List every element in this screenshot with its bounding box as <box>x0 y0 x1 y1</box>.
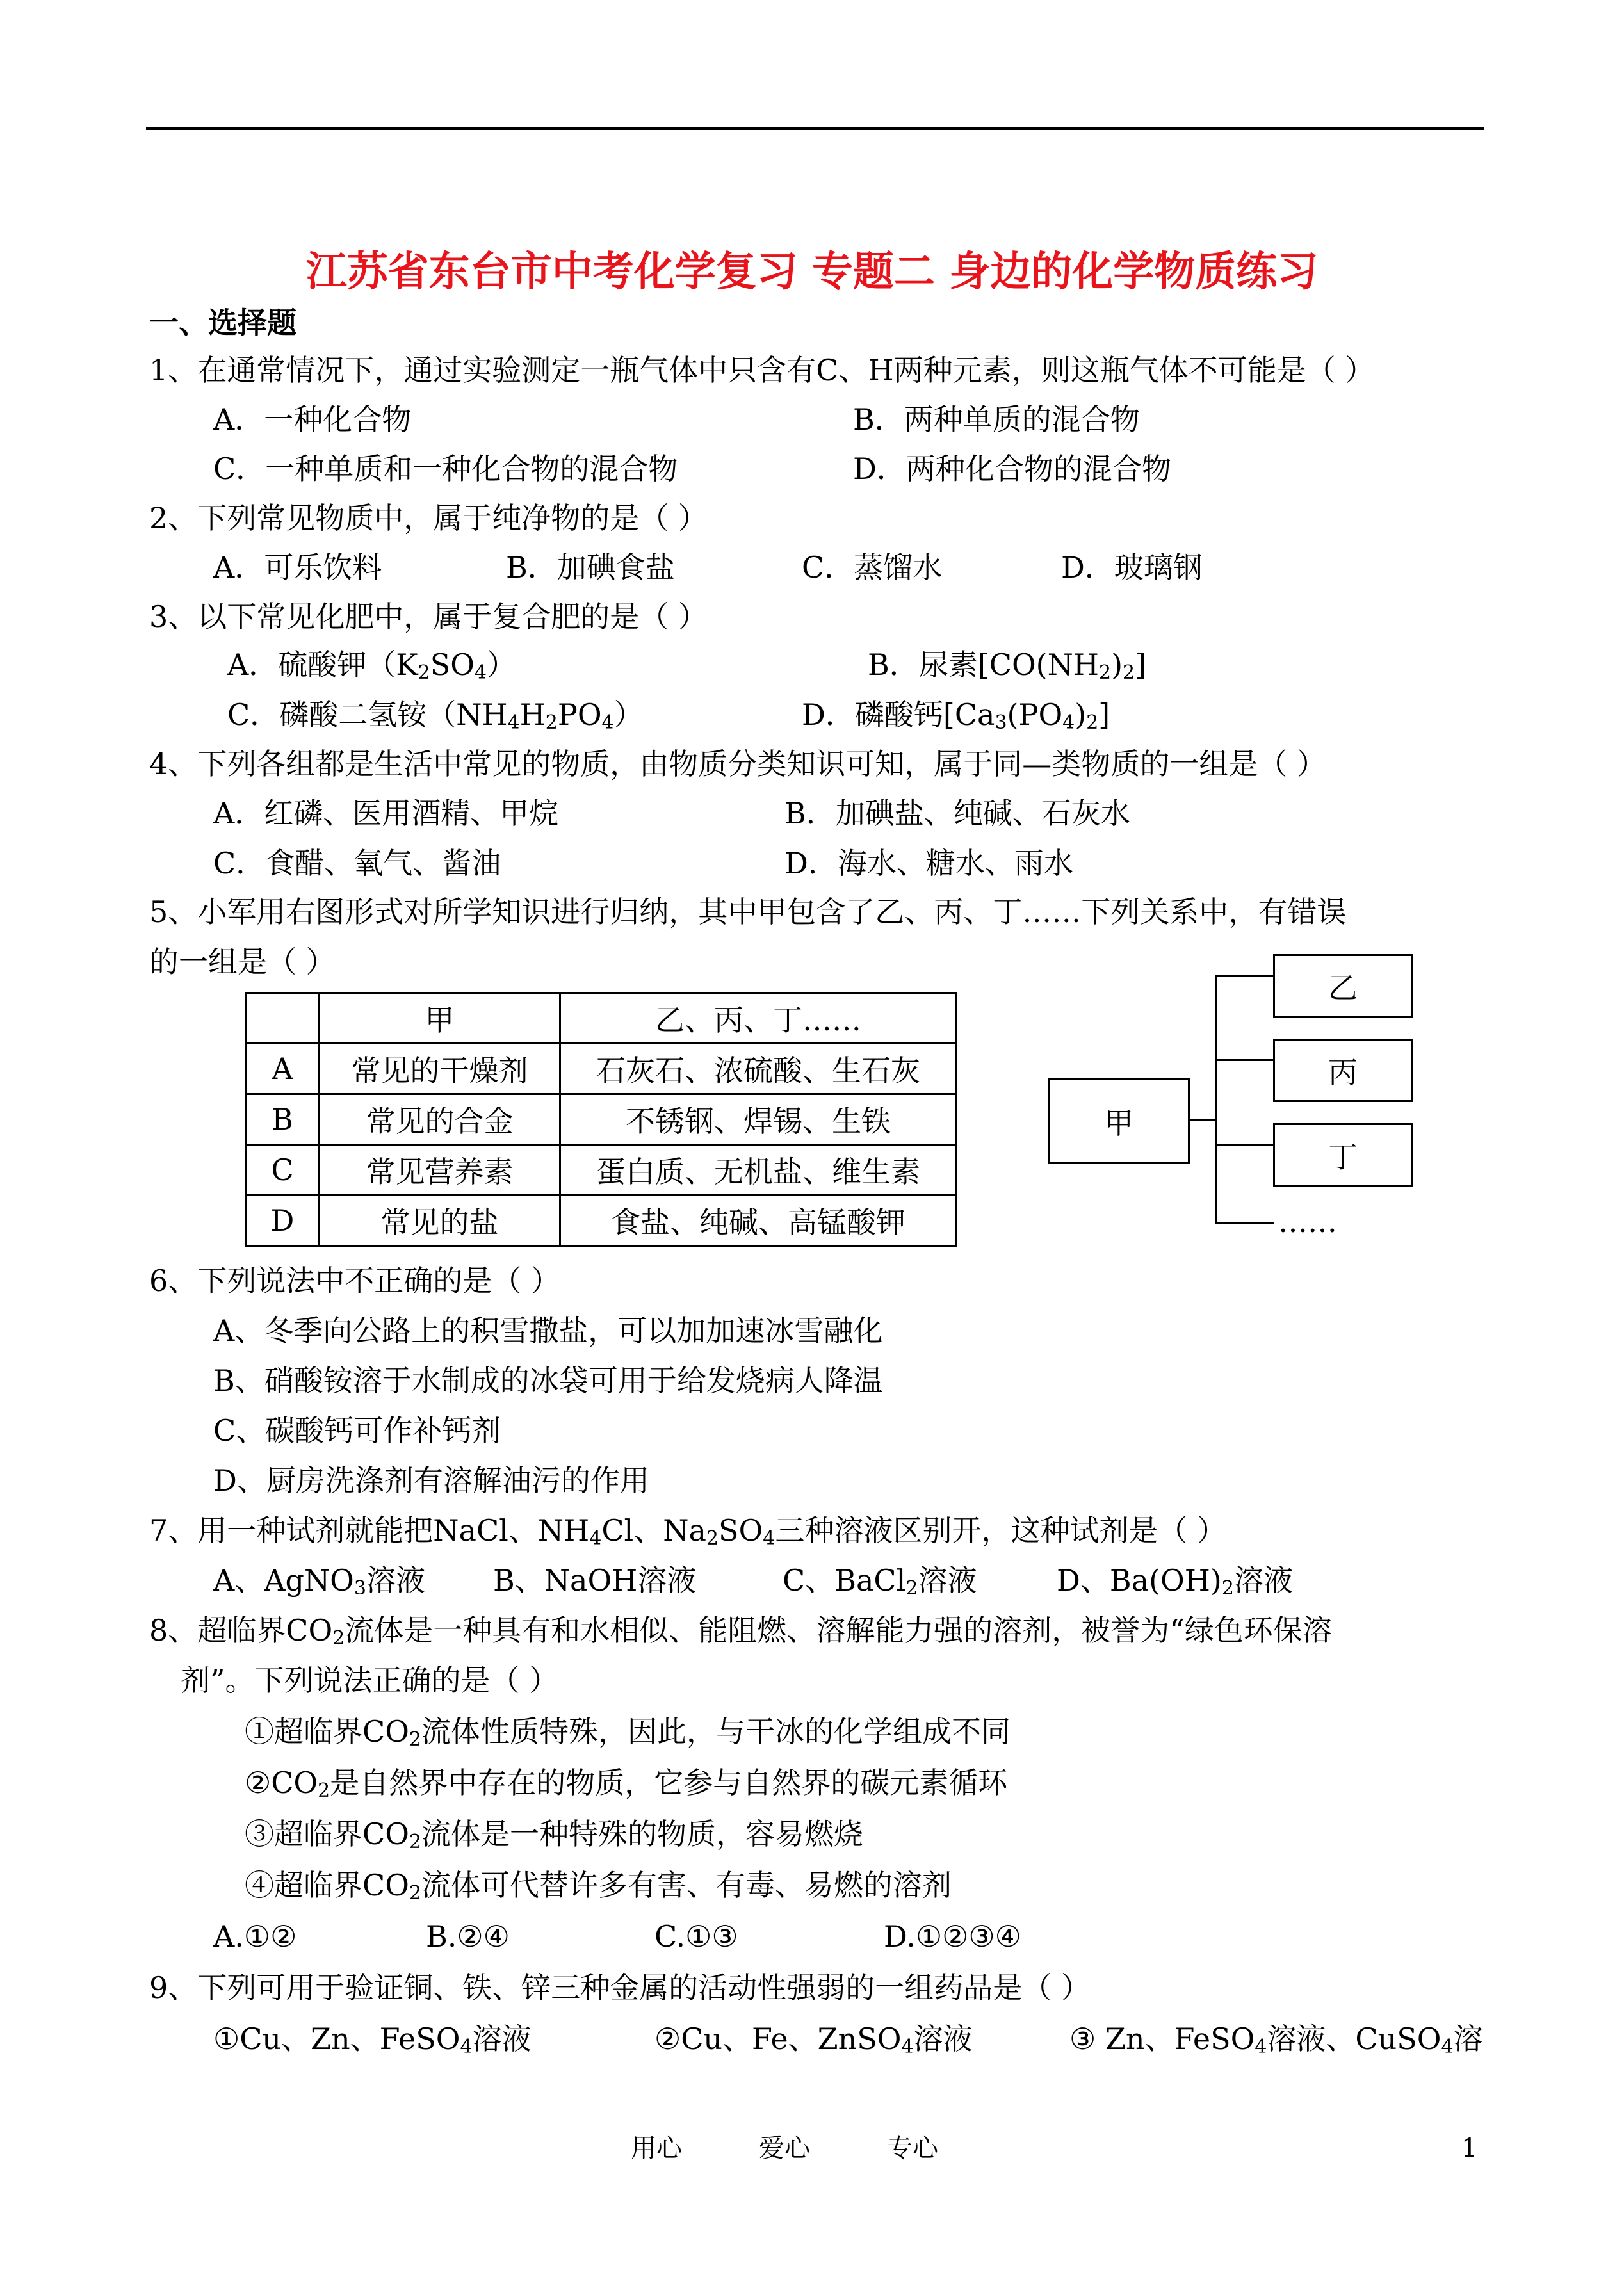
q8-option-c: C.①③ <box>654 1919 738 1954</box>
footer-motto-1: 用心 <box>631 2134 682 2163</box>
q5-table <box>245 992 957 1247</box>
table-row <box>246 1094 957 1145</box>
diagram-child-box: 丙 <box>1273 1039 1413 1102</box>
diagram-ellipsis: …… <box>1278 1204 1337 1239</box>
q4-option-d: D．海水、糖水、雨水 <box>784 846 1073 880</box>
table-row <box>246 1145 957 1196</box>
q9-option-1: ①Cu、Zn、FeSO$_4$溶液 <box>213 2022 532 2058</box>
footer-motto-2: 爱心 <box>759 2134 810 2163</box>
q8-option-a: A.①② <box>213 1919 297 1954</box>
q6-option-a: A、冬季向公路上的积雪撒盐，可以加加速冰雪融化 <box>213 1313 883 1348</box>
q7-option-a: A、AgNO$_3$溶液 <box>213 1563 425 1600</box>
q8-option-d: D.①②③④ <box>884 1919 1021 1954</box>
table-cell: 常见的盐 <box>320 1196 560 1246</box>
table-cell: 石灰石、浓硫酸、生石灰 <box>560 1044 957 1094</box>
q8-stem-line1: 8、超临界$CO_2$流体是一种具有和水相似、能阻燃、溶解能力强的溶剂，被誉为“绿色环保溶 <box>149 1613 1332 1650</box>
q2-option-d: D．玻璃钢 <box>1061 550 1203 585</box>
diagram-root-box: 甲 <box>1048 1078 1190 1164</box>
q3-stem: 3、以下常见化肥中，属于复合肥的是（ ） <box>149 599 708 634</box>
diagram-child-box: 丁 <box>1273 1123 1413 1187</box>
page-title: 江苏省东台市中考化学复习 专题二 身边的化学物质练习 <box>305 248 1319 296</box>
table-row <box>246 1196 957 1246</box>
q7-option-c: C、BaCl$_2$溶液 <box>783 1563 977 1600</box>
table-header-cell: 乙、丙、丁…… <box>560 993 957 1044</box>
q4-option-b: B．加碘盐、纯碱、石灰水 <box>784 796 1130 831</box>
table-cell: D <box>246 1196 320 1246</box>
q7-option-d: D、$Ba(OH)_2$溶液 <box>1057 1563 1293 1600</box>
q6-option-b: B、硝酸铵溶于水制成的冰袋可用于给发烧病人降温 <box>213 1363 883 1398</box>
table-header-cell <box>246 993 320 1044</box>
diagram-connector <box>1215 975 1274 977</box>
q1-option-b: B．两种单质的混合物 <box>853 402 1140 437</box>
q1-stem: 1、在通常情况下，通过实验测定一瓶气体中只含有C、H两种元素，则这瓶气体不可能是（ ） <box>149 353 1375 387</box>
q7-option-b: B、NaOH溶液 <box>493 1563 697 1598</box>
q3-option-d: D．磷酸钙$[Ca_3(PO_4)_2]$ <box>802 697 1110 734</box>
table-cell: 食盐、纯碱、高锰酸钾 <box>560 1196 957 1246</box>
q9-option-2: ②Cu、Fe、ZnSO$_4$溶液 <box>654 2022 973 2058</box>
table-cell: 常见营养素 <box>320 1145 560 1196</box>
q3-option-b: B．尿素$[CO(NH_2)_2]$ <box>868 647 1147 684</box>
header-rule <box>146 127 1484 130</box>
q5-stem-line1: 5、小军用右图形式对所学知识进行归纳，其中甲包含了乙、丙、丁……下列关系中，有错误 <box>149 895 1347 929</box>
table-cell: 不锈钢、焊锡、生铁 <box>560 1094 957 1145</box>
table-cell: B <box>246 1094 320 1145</box>
q2-stem: 2、下列常见物质中，属于纯净物的是（ ） <box>149 501 708 535</box>
q6-option-d: D、厨房洗涤剂有溶解油污的作用 <box>213 1463 649 1498</box>
q7-stem: 7、用一种试剂就能把NaCl、$NH_4Cl$、$Na_2SO_4$三种溶液区别开，这种试剂是（ ） <box>149 1513 1226 1550</box>
q8-statement-3: ③超临界$CO_2$流体是一种特殊的物质，容易燃烧 <box>245 1817 864 1853</box>
diagram-connector <box>1190 1119 1217 1121</box>
q9-option-3: ③ Zn、FeSO$_4$溶液、CuSO$_4$溶 <box>1069 2022 1483 2058</box>
table-cell: A <box>246 1044 320 1094</box>
q6-stem: 6、下列说法中不正确的是（ ） <box>149 1263 560 1298</box>
q9-stem: 9、下列可用于验证铜、铁、锌三种金属的活动性强弱的一组药品是（ ） <box>149 1970 1091 2005</box>
q5-stem-line2: 的一组是（ ） <box>149 945 336 979</box>
table-cell: 蛋白质、无机盐、维生素 <box>560 1145 957 1196</box>
q8-statement-1: ①超临界$CO_2$流体性质特殊，因此，与干冰的化学组成不同 <box>245 1714 1011 1751</box>
q8-statement-4: ④超临界$CO_2$流体可代替许多有害、有毒、易燃的溶剂 <box>245 1868 952 1904</box>
table-header-cell: 甲 <box>320 993 560 1044</box>
q4-option-a: A．红磷、医用酒精、甲烷 <box>213 796 559 831</box>
q3-option-c: C．磷酸二氢铵$(NH_4H_2PO_4)$ <box>227 697 644 734</box>
q2-option-b: B．加碘食盐 <box>506 550 675 585</box>
q1-option-d: D．两种化合物的混合物 <box>853 451 1171 486</box>
diagram-connector <box>1215 1222 1274 1224</box>
footer-motto-3: 专心 <box>887 2134 938 2163</box>
q4-option-c: C．食醋、氧气、酱油 <box>213 846 501 880</box>
q8-option-b: B.②④ <box>426 1919 510 1954</box>
diagram-child-box: 乙 <box>1273 954 1413 1018</box>
q6-option-c: C、碳酸钙可作补钙剂 <box>213 1413 501 1448</box>
q8-stem-line2: 剂”。下列说法正确的是（ ） <box>181 1663 559 1698</box>
table-cell: 常见的干燥剂 <box>320 1044 560 1094</box>
q1-option-a: A．一种化合物 <box>213 402 412 437</box>
section-heading: 一、选择题 <box>149 305 296 340</box>
diagram-trunk-line <box>1215 975 1217 1224</box>
table-row <box>246 1044 957 1094</box>
q1-option-c: C．一种单质和一种化合物的混合物 <box>213 451 678 486</box>
q3-option-a: A．硫酸钾$(K_2SO_4)$ <box>227 647 517 684</box>
q8-statement-2: $②CO_2$是自然界中存在的物质，它参与自然界的碳元素循环 <box>245 1765 1008 1802</box>
page-number: 1 <box>1461 2134 1478 2163</box>
table-cell: 常见的合金 <box>320 1094 560 1145</box>
q2-option-c: C．蒸馏水 <box>802 550 943 585</box>
table-cell: C <box>246 1145 320 1196</box>
q4-stem: 4、下列各组都是生活中常见的物质，由物质分类知识可知，属于同—类物质的一组是（ ） <box>149 747 1326 781</box>
diagram-connector <box>1215 1144 1274 1146</box>
q2-option-a: A．可乐饮料 <box>213 550 382 585</box>
diagram-connector <box>1215 1059 1274 1061</box>
table-header-row <box>246 993 957 1044</box>
